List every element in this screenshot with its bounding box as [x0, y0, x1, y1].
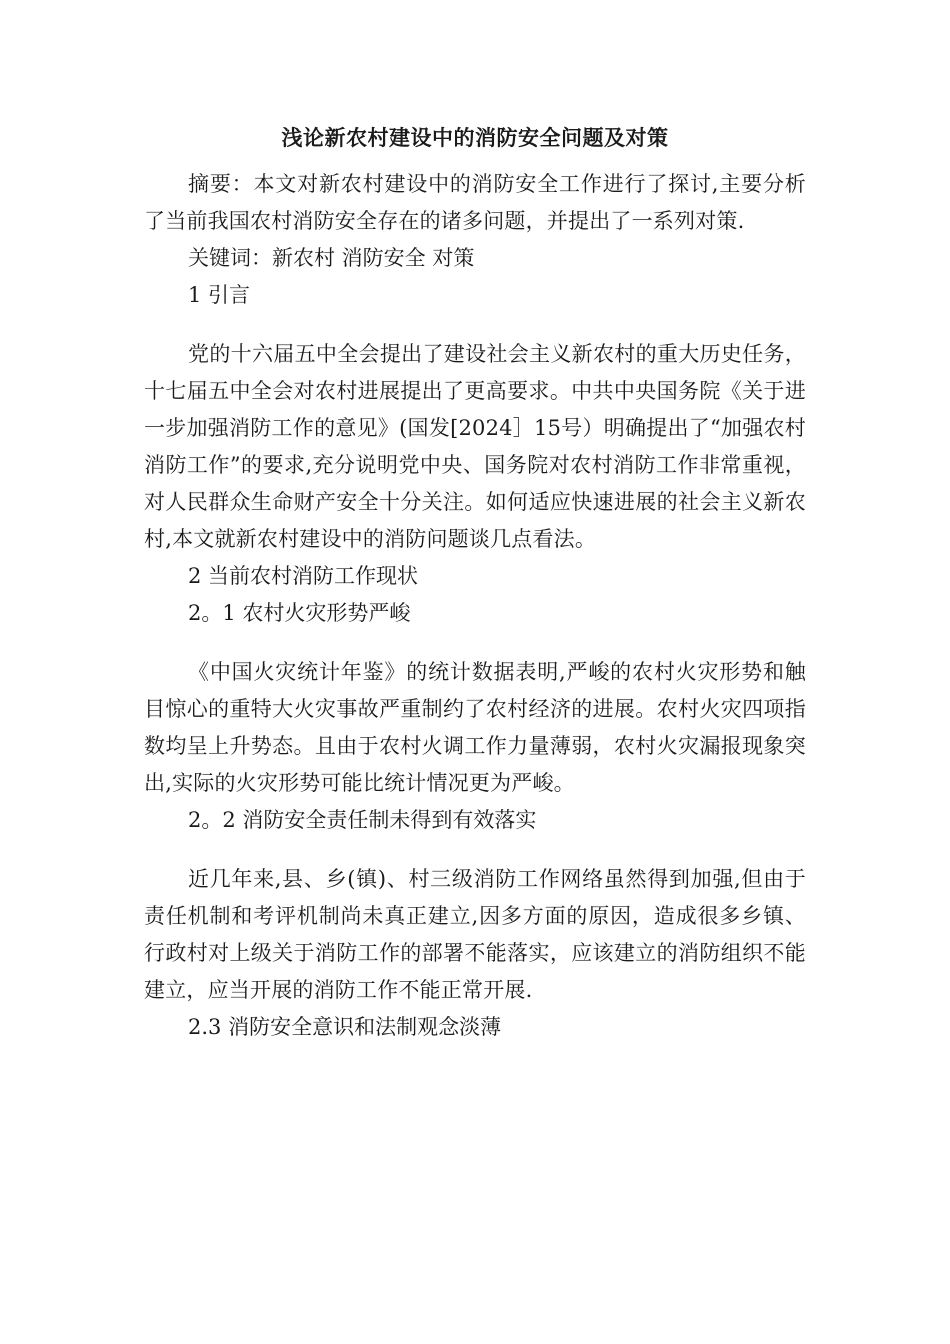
section-heading-current-status: 2 当前农村消防工作现状 [188, 564, 419, 588]
abstract-paragraph: 摘要：本文对新农村建设中的消防安全工作进行了探讨,主要分析了当前我国农村消防安全存在的诸多问题，并提出了一系列对策. [144, 172, 806, 233]
fire-situation-paragraph: 《中国火灾统计年鉴》的统计数据表明,严峻的农村火灾形势和触目惊心的重特大火灾事故严重制约了农村经济的进展。农村火灾四项指数均呈上升势态。且由于农村火调工作力量薄弱，农村火灾漏报现象突出,实际的火灾形势可能比统计情况更为严峻。 [144, 660, 806, 795]
responsibility-paragraph: 近几年来,县、乡(镇)、村三级消防工作网络虽然得到加强,但由于责任机制和考评机制尚未真正建立,因多方面的原因，造成很多乡镇、行政村对上级关于消防工作的部署不能落实，应该建立的消防组织不能建立，应当开展的消防工作不能正常开展. [144, 867, 806, 1002]
intro-paragraph: 党的十六届五中全会提出了建设社会主义新农村的重大历史任务，十七届五中全会对农村进展提出了更高要求。中共中央国务院《关于进一步加强消防工作的意见》(国发[2024］15号）明确提出了“加强农村消防工作”的要求,充分说明党中央、国务院对农村消防工作非常重视，对人民群众生命财产安全十分关注。如何适应快速进展的社会主义新农村,本文就新农村建设中的消防问题谈几点看法。 [144, 342, 806, 551]
keywords-line: 关键词：新农村 消防安全 对策 [188, 246, 475, 270]
subsection-heading-fire-situation: 2。1 农村火灾形势严峻 [188, 601, 411, 625]
subsection-heading-responsibility: 2。2 消防安全责任制未得到有效落实 [188, 808, 537, 832]
document-title: 浅论新农村建设中的消防安全问题及对策 [281, 125, 669, 150]
section-heading-introduction: 1 引言 [188, 283, 251, 307]
subsection-heading-awareness: 2.3 消防安全意识和法制观念淡薄 [188, 1015, 502, 1039]
